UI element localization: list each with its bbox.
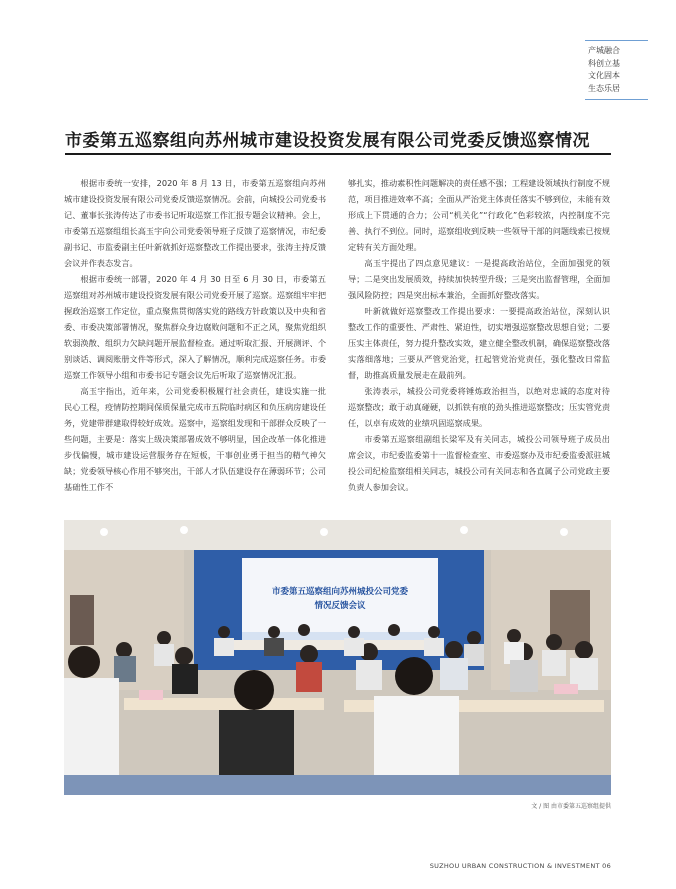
paragraph: 高玉宇提出了四点意见建议：一是提高政治站位，全面加强党的领导；二是突出发展质效，持续加快转型升级；三是突出监督管理，全面加强风险防控；四是突出标本兼治，全面抓好整改落实。: [348, 258, 611, 300]
page-footer: SUZHOU URBAN CONSTRUCTION & INVESTMENT 06: [429, 862, 611, 870]
section-tag: [585, 40, 648, 100]
tag-line: 科创立基: [588, 58, 620, 68]
paragraph: 高玉宇指出，近年来，公司党委积极履行社会责任，建设实施一批民心工程，疫情防控期间保质保量完成市五院临时病区和负压病房建设任务，党建带群建取得较好成效。巡察中，巡察组发现和干部群众反映了一些问题，主要是：落实上级决策部署成效不够明显，国企改革一体化推进步伐偏慢，城市建设运营服务存在短板，干事创业勇于担当的精气神欠缺；党委领导核心作用不够突出，干部人才队伍建设存在薄弱环节；公司基础性工作不: [64, 386, 327, 492]
paragraph: 够扎实，推动素积性问题解决的责任感不强；工程建设领域执行制度不规范，项目推进效率不高；全面从严治党主体责任落实不够到位，未能有效形成上下贯通的合力；公司“机关化”“行政化”色彩较浓，内控制度不完善、执行不到位。同时，巡察组收到反映一些领导干部的问题线索已按规定转有关方面处理。: [348, 178, 611, 252]
photo-banner: [240, 585, 440, 613]
tag-line: 产城融合: [588, 46, 620, 55]
headline-rule: [65, 153, 611, 155]
paragraph: 叶新就做好巡察整改工作提出要求：一要提高政治站位，深刻认识整改工作的重要性、严肃性、紧迫性，切实增强巡察整改思想自觉；二要压实主体责任，努力提升整改实效，建立健全整改机制，确保巡察整改落实落细落地；三要从严管党治党，扛起管党治党责任，强化整改日常监督，助推高质量发展走在最前列。: [348, 306, 611, 380]
meeting-photo: [64, 520, 611, 795]
paragraph: 张涛表示，城投公司党委将锤炼政治担当，以绝对忠诚的态度对待巡察整改；敢于动真碰硬，以抓铁有痕的劲头推进巡察整改；压实管党责任，以卓有成效的业绩巩固巡察成果。: [348, 386, 611, 428]
photo-caption: 文 / 图 由市委第五巡察组提供: [531, 803, 611, 810]
banner-line: 市委第五巡察组向苏州城投公司党委: [271, 587, 408, 597]
banner-line: 情况反馈会议: [314, 601, 366, 611]
paragraph: 根据市委统一部署，2020 年 4 月 30 日至 6 月 30 日，市委第五巡察组对苏州城市建设投资发展有限公司党委开展了巡察。巡察组牢牢把握政治巡察工作定位，重点聚焦贯彻落实党的路线方针政策以及中央和省委、市委决策部署情况，聚焦群众身边腐败问题和不正之风，聚焦党组织软弱涣散、组织力欠缺问题开展监督检查。通过听取汇报、开展测评、个别谈话、调阅账册文件等形式，深入了解情况，顺利完成巡察任务。市委巡察工作领导小组和市委书记专题会议先后听取了巡察情况汇报。: [64, 274, 327, 380]
tag-line: 生态乐居: [588, 83, 620, 93]
article-headline: 市委第五巡察组向苏州城市建设投资发展有限公司党委反馈巡察情况: [65, 131, 590, 151]
article-column-right: [348, 175, 610, 495]
tag-line: 文化固本: [588, 71, 620, 80]
paragraph: 根据市委统一安排，2020 年 8 月 13 日，市委第五巡察组向苏州城市建设投资发展有限公司党委反馈巡察情况。会前，向城投公司党委书记、董事长张涛传达了市委书记听取巡察工作汇报专题会议精神。会上，市委第五巡察组组长高玉宇向公司党委领导班子反馈了巡察情况，市纪委副书记、市监委副主任叶新就抓好巡察整改工作提出要求，张涛主持反馈会议并作表态发言。: [64, 178, 327, 268]
paragraph: 市委第五巡察组副组长梁军及有关同志，城投公司领导班子成员出席会议，市纪委监委第十一监督检查室、市委巡察办及市纪委监委派驻城投公司纪检监察组相关同志，城投公司有关同志和各直属子公司党政主要负责人参加会议。: [348, 434, 611, 492]
article-column-left: [64, 175, 326, 495]
